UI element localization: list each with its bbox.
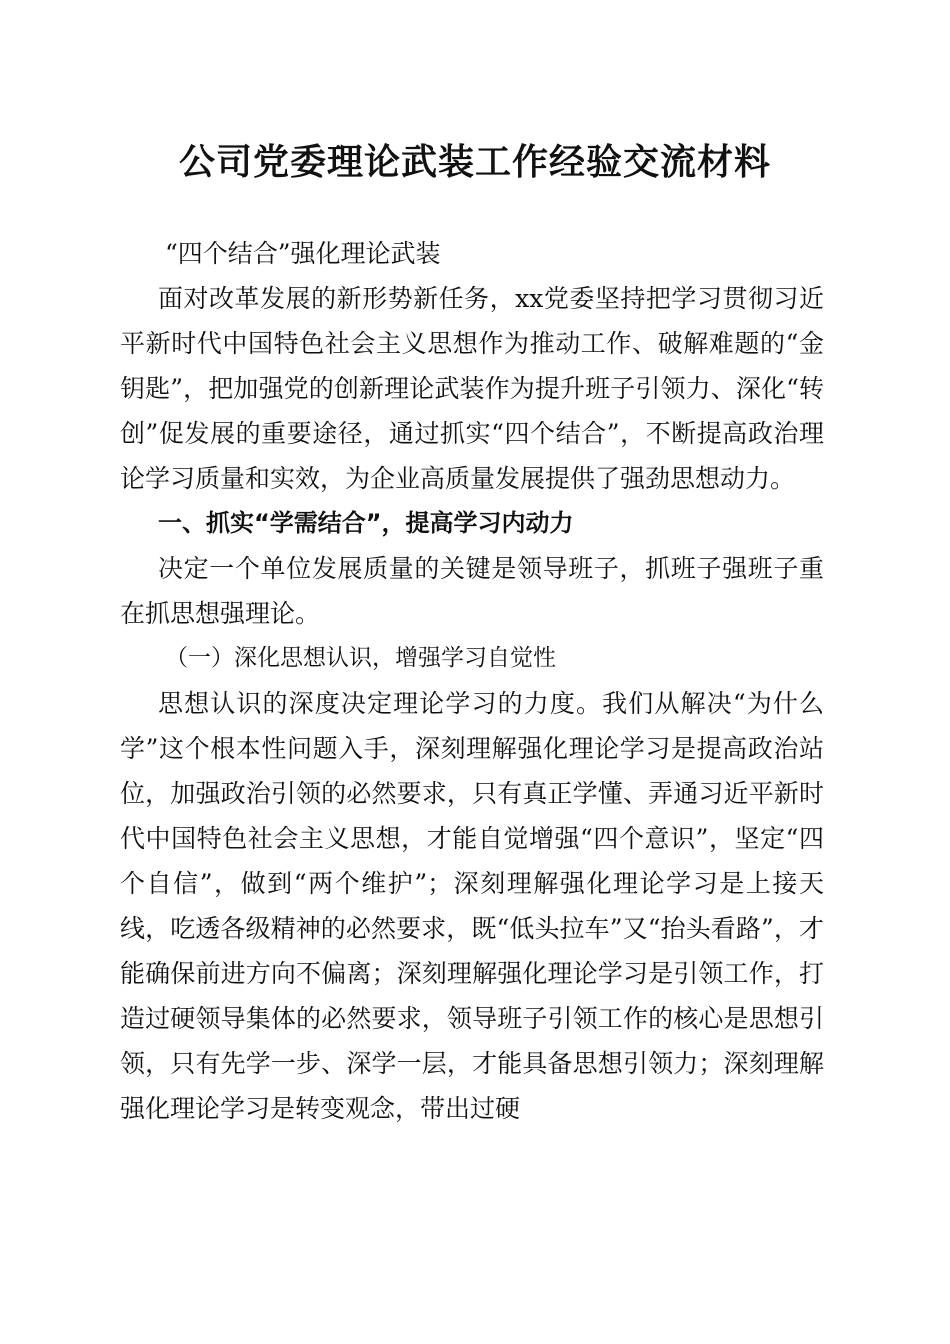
document-subtitle: “四个结合”强化理论武装: [165, 239, 441, 268]
section-1-paragraph: 决定一个单位发展质量的关键是领导班子，抓班子强班子重在抓思想强理论。: [120, 554, 824, 628]
section-1-heading: 一、抓实“学需结合”，提高学习内动力: [158, 509, 574, 537]
subsection-1-paragraph: 思想认识的深度决定理论学习的力度。我们从解决“为什么学”这个根本性问题入手，深刻理解强化理论学习是提高政治站位，加强政治引领的必然要求，只有真正学懂、弄通习近平新时代中国特色社会主义思想，才能自觉增强“四个意识”，坚定“四个自信”，做到“两个维护”；深刻理解强化理论学习是上接天线，吃透各级精神的必然要求，既“低头拉车”又“抬头看路”，才能确保前进方向不偏离；深刻理解强化理论学习是引领工作，打造过硬领导集体的必然要求，领导班子引领工作的核心是思想引领，只有先学一步、深学一层，才能具备思想引领力；深刻理解强化理论学习是转变观念，带出过硬: [120, 689, 824, 1123]
document-title: 公司党委理论武装工作经验交流材料: [178, 141, 771, 183]
subsection-1-heading: （一）深化思想认识，增强学习自觉性: [165, 645, 556, 671]
document-body: [120, 231, 824, 1131]
intro-paragraph: 面对改革发展的新形势新任务，xx党委坚持把学习贯彻习近平新时代中国特色社会主义思想作为推动工作、破解难题的“金钥匙”，把加强党的创新理论武装作为提升班子引领力、深化“转创”促发展的重要途径，通过抓实“四个结合”，不断提高政治理论学习质量和实效，为企业高质量发展提供了强劲思想动力。: [120, 284, 824, 493]
